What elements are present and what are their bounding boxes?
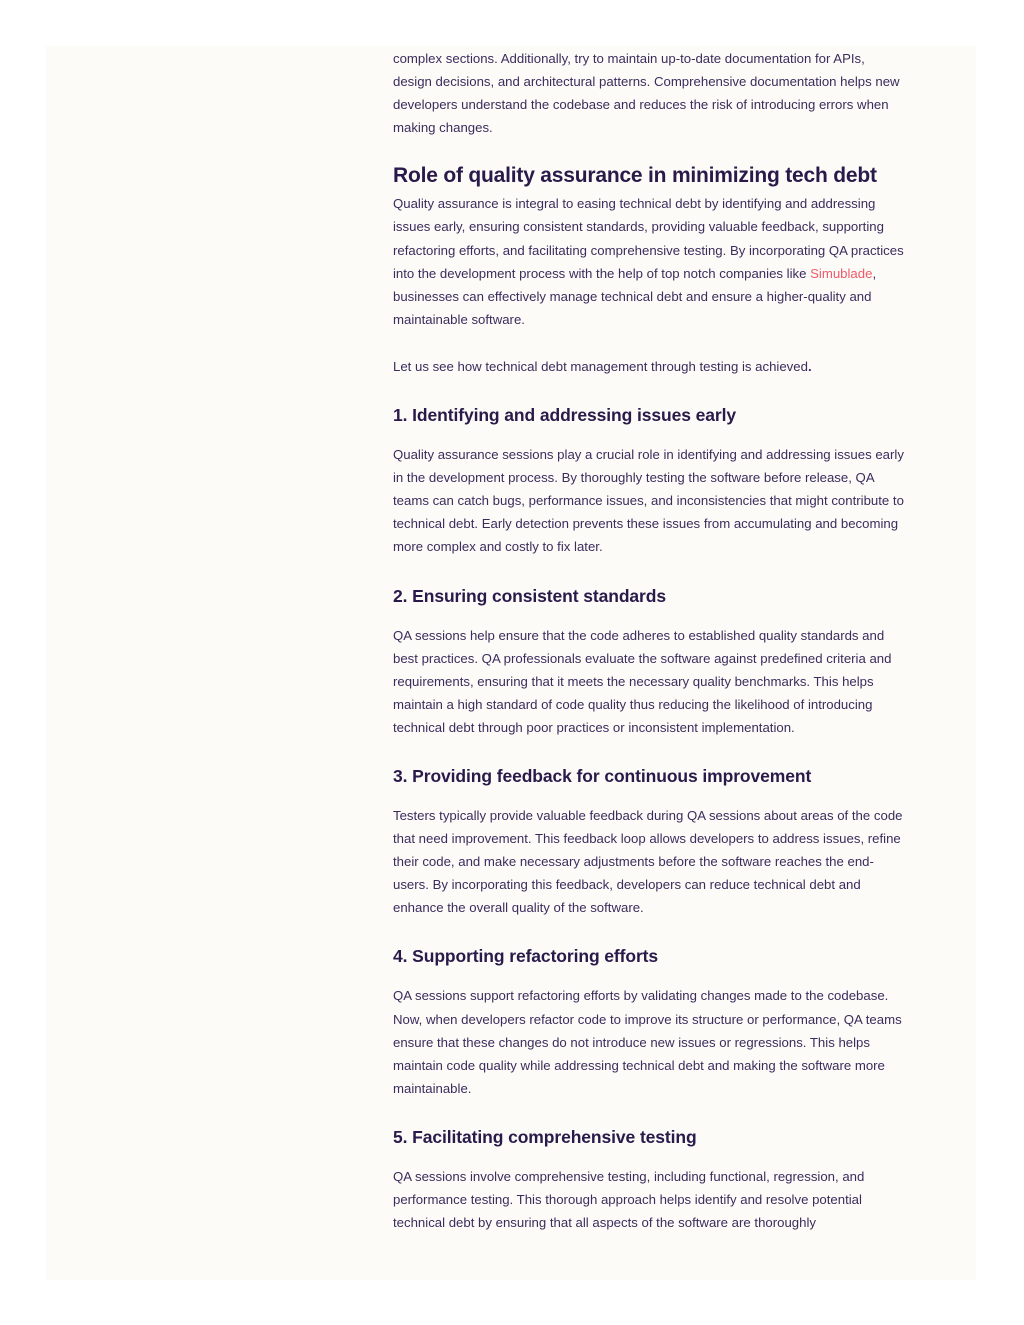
let-us-see-text: Let us see how technical debt management through testing is achieved [393, 358, 808, 374]
simublade-link[interactable]: Simublade [810, 265, 873, 281]
section-2-body: QA sessions help ensure that the code adheres to established quality standards and best practices. QA professionals evaluate the software against predefined criteria and requirements, ensuring that it meets the necessary quality benchmarks. This helps maintain a high standard of code quality thus reducing the likelihood of introducing technical debt through poor practices or inconsistent implementation. [393, 627, 892, 735]
qa-role-text-after-link: , businesses can effectively manage technical debt and ensure a higher-quality and maintainable software. [393, 265, 877, 327]
section-5-heading: 5. Facilitating comprehensive testing [393, 1126, 697, 1147]
section-1-heading: 1. Identifying and addressing issues early [393, 405, 736, 426]
section-3-body: Testers typically provide valuable feedback during QA sessions about areas of the code that need improvement. This feedback loop allows developers to address issues, refine their code, and make necessary adjustments before the software reaches the end-users. By incorporating this feedback, developers can reduce technical debt and enhance the overall quality of the software. [393, 807, 903, 916]
let-us-see-period: . [807, 358, 812, 374]
section-4-heading: 4. Supporting refactoring efforts [393, 946, 659, 967]
section-1-body: Quality assurance sessions play a crucial role in identifying and addressing issues early in the development process. By thoroughly testing the software before release, QA teams can catch bugs, performance issues, and inconsistencies that might contribute to technical debt. Early detection prevents these issues from accumulating and becoming more complex and costly to fix later. [393, 447, 904, 555]
qa-role-paragraph [393, 192, 905, 331]
section-2-heading: 2. Ensuring consistent standards [393, 585, 666, 606]
intro-paragraph: complex sections. Additionally, try to maintain up-to-date documentation for APIs, design decisions, and architectural patterns. Comprehensive documentation helps new developers understand the codebase and reduces the risk of introducing errors when making changes. [393, 51, 900, 136]
article-content [393, 46, 905, 1280]
section-3-heading: 3. Providing feedback for continuous improvement [393, 765, 812, 786]
let-us-see-paragraph [393, 355, 905, 378]
section-heading-quality-assurance: Role of quality assurance in minimizing tech debt [393, 164, 877, 188]
section-4-body: QA sessions support refactoring efforts by validating changes made to the codebase. Now, when developers refactor code to improve its structure or performance, QA teams ensure that these changes do not introduce new issues or regressions. This helps maintain code quality while addressing technical debt and making the software more maintainable. [393, 988, 902, 1096]
qa-role-text-before-link: Quality assurance is integral to easing technical debt by identifying and addressing issues early, ensuring consistent standards, providing valuable feedback, supporting refactoring efforts, and facilitating comprehensive testing. By incorporating QA practices into the development process with the help of top notch companies like [393, 196, 904, 281]
section-5-body: QA sessions involve comprehensive testing, including functional, regression, and performance testing. This thorough approach helps identify and resolve potential technical debt by ensuring that all aspects of the software are thoroughly [393, 1168, 865, 1231]
